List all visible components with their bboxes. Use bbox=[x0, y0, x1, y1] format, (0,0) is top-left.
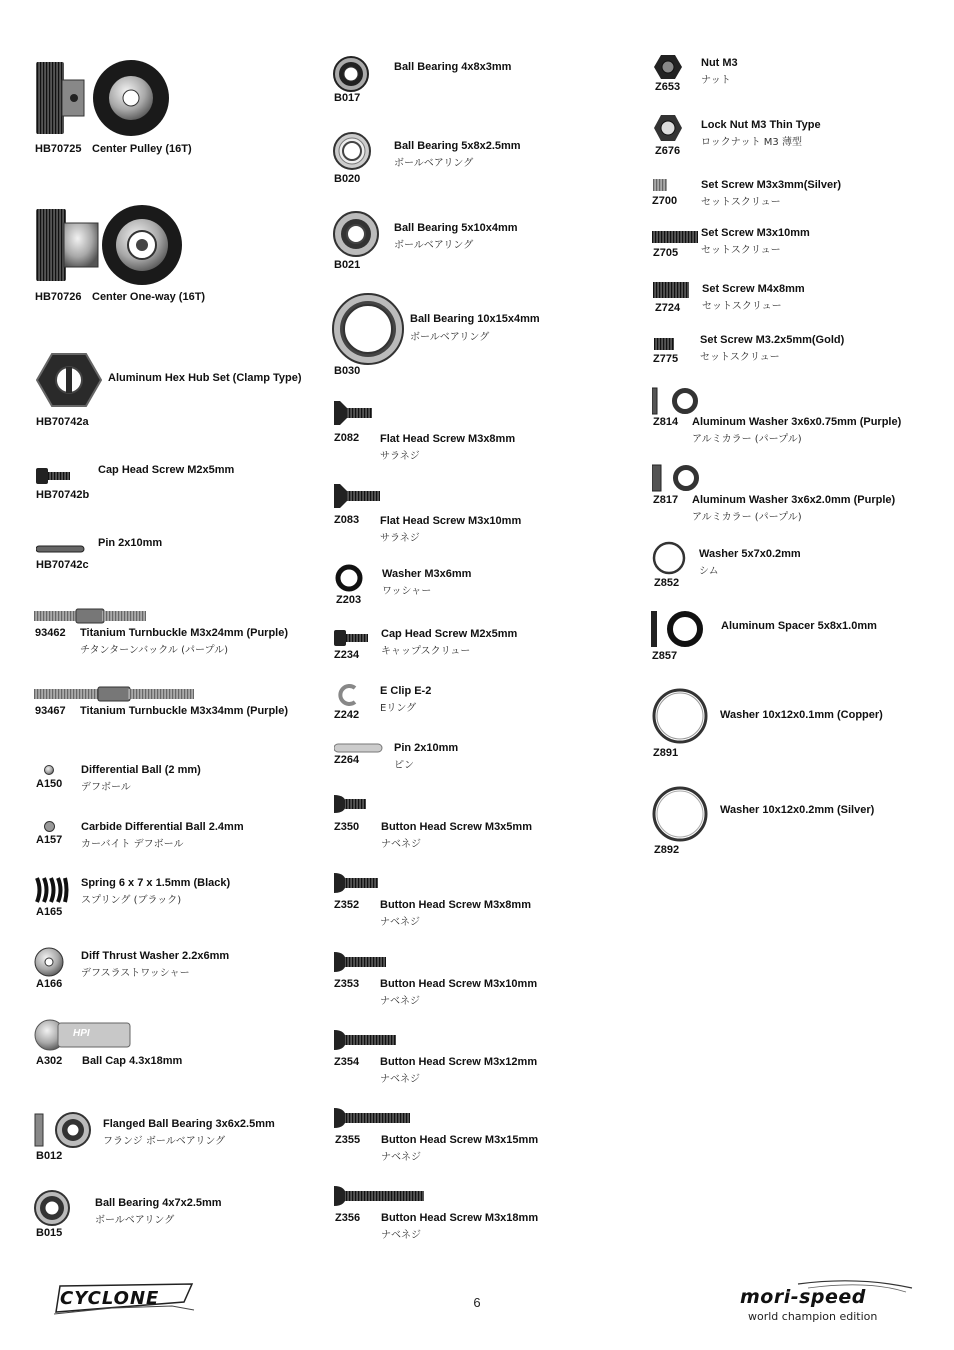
spring-icon bbox=[35, 876, 69, 904]
part-code: Z264 bbox=[334, 754, 360, 766]
part-code: A150 bbox=[36, 778, 63, 790]
part-jp-name: ボールベアリング bbox=[410, 332, 490, 343]
part-name: Titanium Turnbuckle M3x24mm (Purple) bbox=[80, 627, 289, 639]
flat-head-screw-icon bbox=[334, 401, 374, 425]
part-code: A166 bbox=[36, 978, 63, 990]
set-screw-icon bbox=[653, 179, 667, 191]
turnbuckle-icon bbox=[34, 686, 196, 702]
part-jp-name: シム bbox=[699, 566, 719, 577]
mori-speed-logo-text: mori-speed bbox=[740, 1286, 866, 1308]
part-name: Aluminum Hex Hub Set (Clamp Type) bbox=[108, 372, 302, 384]
part-name: Set Screw M4x8mm bbox=[702, 283, 805, 295]
part-code: Z852 bbox=[654, 577, 680, 589]
part-name: Aluminum Spacer 5x8x1.0mm bbox=[721, 620, 877, 632]
set-screw-icon bbox=[653, 282, 689, 298]
part-name: Button Head Screw M3x10mm bbox=[380, 978, 538, 990]
part-name: Carbide Differential Ball 2.4mm bbox=[81, 821, 244, 833]
button-head-screw-icon bbox=[334, 1184, 426, 1208]
part-code: Z082 bbox=[334, 432, 360, 444]
hpi-mark: HPI bbox=[73, 1028, 90, 1039]
part-code: Z353 bbox=[334, 978, 360, 990]
button-head-screw-icon bbox=[334, 871, 380, 895]
part-name: Button Head Screw M3x15mm bbox=[381, 1134, 539, 1146]
part-name: Ball Bearing 4x7x2.5mm bbox=[95, 1197, 222, 1209]
part-code: HB70742c bbox=[36, 559, 89, 571]
part-jp-name: ロックナット M3 薄型 bbox=[701, 137, 802, 148]
part-code: B017 bbox=[334, 92, 361, 104]
cap-head-screw-icon bbox=[36, 467, 72, 485]
part-code: A302 bbox=[36, 1055, 63, 1067]
part-name: Set Screw M3.2x5mm(Gold) bbox=[700, 334, 845, 346]
silver-washer-icon bbox=[651, 785, 709, 843]
thrust-washer-icon bbox=[34, 947, 64, 977]
part-name: Diff Thrust Washer 2.2x6mm bbox=[81, 950, 230, 962]
part-name: Flanged Ball Bearing 3x6x2.5mm bbox=[103, 1118, 275, 1130]
part-name: Ball Bearing 5x10x4mm bbox=[394, 222, 518, 234]
e-clip-icon bbox=[337, 683, 361, 707]
hex-hub-icon bbox=[36, 352, 102, 408]
part-jp-name: ナベネジ bbox=[380, 996, 420, 1007]
part-name: Differential Ball (2 mm) bbox=[81, 764, 201, 776]
part-name: Set Screw M3x3mm(Silver) bbox=[701, 179, 842, 191]
button-head-screw-icon bbox=[334, 1106, 412, 1130]
part-jp-name: ピン bbox=[394, 760, 414, 771]
part-name: Center Pulley (16T) bbox=[92, 143, 192, 155]
set-screw-icon bbox=[654, 338, 674, 350]
part-code: Z891 bbox=[653, 747, 679, 759]
part-jp-name: セットスクリュー bbox=[702, 301, 782, 312]
ball-bearing-icon bbox=[333, 211, 379, 257]
part-jp-name: デフスラストワッシャー bbox=[81, 968, 190, 979]
turnbuckle-icon bbox=[34, 608, 148, 624]
flanged-bearing-icon bbox=[34, 1112, 92, 1148]
part-code: Z203 bbox=[336, 594, 362, 606]
part-code: 93467 bbox=[35, 705, 66, 717]
part-name: Washer 5x7x0.2mm bbox=[699, 548, 801, 560]
part-name: Washer 10x12x0.1mm (Copper) bbox=[720, 709, 883, 721]
carbide-ball-icon bbox=[44, 821, 55, 832]
part-name: Set Screw M3x10mm bbox=[701, 227, 810, 239]
part-code: Z352 bbox=[334, 899, 360, 911]
part-code: 93462 bbox=[35, 627, 66, 639]
part-code: Z817 bbox=[653, 494, 679, 506]
part-code: Z775 bbox=[653, 353, 679, 365]
part-name: Button Head Screw M3x12mm bbox=[380, 1056, 538, 1068]
part-code: Z356 bbox=[335, 1212, 361, 1224]
ball-bearing-icon bbox=[333, 56, 369, 92]
aluminum-spacer-icon bbox=[650, 609, 706, 649]
part-jp-name: ボールベアリング bbox=[394, 158, 474, 169]
center-pulley-icon bbox=[34, 58, 174, 138]
aluminum-washer-icon bbox=[652, 464, 702, 492]
part-jp-name: サラネジ bbox=[380, 533, 420, 544]
part-name: Nut M3 bbox=[701, 57, 738, 69]
part-jp-name: ボールベアリング bbox=[394, 240, 474, 251]
part-name: Pin 2x10mm bbox=[98, 537, 163, 549]
part-name: Ball Cap 4.3x18mm bbox=[82, 1055, 183, 1067]
part-code: Z355 bbox=[335, 1134, 361, 1146]
button-head-screw-icon bbox=[334, 950, 388, 974]
part-jp-name: サラネジ bbox=[380, 451, 420, 462]
part-jp-name: ナベネジ bbox=[381, 839, 421, 850]
part-name: Button Head Screw M3x8mm bbox=[380, 899, 531, 911]
part-code: Z350 bbox=[334, 821, 360, 833]
washer-icon bbox=[335, 564, 363, 592]
part-jp-name: ナベネジ bbox=[380, 1074, 420, 1085]
part-name: Cap Head Screw M2x5mm bbox=[98, 464, 235, 476]
lock-nut-icon bbox=[653, 114, 683, 142]
part-jp-name: カーバイト デフボール bbox=[81, 839, 184, 850]
part-code: Z083 bbox=[334, 514, 360, 526]
pin-icon bbox=[334, 743, 384, 753]
part-jp-name: アルミカラー (パープル) bbox=[692, 512, 802, 523]
part-code: B020 bbox=[334, 173, 361, 185]
part-name: E Clip E-2 bbox=[380, 685, 432, 697]
part-name: Ball Bearing 4x8x3mm bbox=[394, 61, 512, 73]
flat-head-screw-icon bbox=[334, 484, 382, 508]
part-name: Ball Bearing 10x15x4mm bbox=[410, 313, 540, 325]
ball-bearing-icon bbox=[332, 293, 404, 365]
part-code: HB70742a bbox=[36, 416, 89, 428]
part-name: Washer M3x6mm bbox=[382, 568, 472, 580]
copper-washer-icon bbox=[651, 687, 709, 745]
part-name: Flat Head Screw M3x8mm bbox=[380, 433, 516, 445]
part-jp-name: ボールベアリング bbox=[95, 1215, 175, 1226]
part-jp-name: ナベネジ bbox=[381, 1230, 421, 1241]
part-name: Aluminum Washer 3x6x2.0mm (Purple) bbox=[692, 494, 896, 506]
part-code: HB70725 bbox=[35, 143, 82, 155]
part-code: Z857 bbox=[652, 650, 678, 662]
pin-icon bbox=[36, 545, 86, 553]
part-jp-name: デフボール bbox=[81, 782, 131, 793]
part-jp-name: フランジ ボールベアリング bbox=[103, 1136, 226, 1147]
part-code: Z724 bbox=[655, 302, 681, 314]
part-code: Z676 bbox=[655, 145, 681, 157]
part-code: HB70742b bbox=[36, 489, 90, 501]
part-code: A165 bbox=[36, 906, 63, 918]
part-code: Z354 bbox=[334, 1056, 360, 1068]
part-jp-name: ナベネジ bbox=[381, 1152, 421, 1163]
part-jp-name: スプリング (ブラック) bbox=[81, 895, 182, 906]
part-code: Z242 bbox=[334, 709, 360, 721]
part-code: B030 bbox=[334, 365, 361, 377]
cyclone-logo-text: CYCLONE bbox=[60, 1288, 160, 1309]
nut-icon bbox=[653, 54, 683, 80]
part-code: Z814 bbox=[653, 416, 679, 428]
part-code: Z234 bbox=[334, 649, 360, 661]
part-jp-name: アルミカラー (パープル) bbox=[692, 434, 802, 445]
cap-head-screw-icon bbox=[334, 629, 370, 647]
part-code: Z705 bbox=[653, 247, 679, 259]
part-name: Flat Head Screw M3x10mm bbox=[380, 515, 522, 527]
aluminum-washer-icon bbox=[652, 387, 700, 415]
part-name: Spring 6 x 7 x 1.5mm (Black) bbox=[81, 877, 231, 889]
ball-bearing-icon bbox=[34, 1190, 70, 1226]
part-name: Ball Bearing 5x8x2.5mm bbox=[394, 140, 521, 152]
part-code: A157 bbox=[36, 834, 63, 846]
part-name: Washer 10x12x0.2mm (Silver) bbox=[720, 804, 875, 816]
part-name: Cap Head Screw M2x5mm bbox=[381, 628, 518, 640]
part-jp-name: チタンターンバックル (パープル) bbox=[80, 645, 228, 656]
part-name: Pin 2x10mm bbox=[394, 742, 459, 754]
part-code: Z892 bbox=[654, 844, 680, 856]
part-jp-name: キャップスクリュー bbox=[381, 646, 471, 657]
center-one-way-icon bbox=[34, 205, 186, 287]
part-jp-name: セットスクリュー bbox=[701, 197, 781, 208]
button-head-screw-icon bbox=[334, 1028, 398, 1052]
part-name: Titanium Turnbuckle M3x34mm (Purple) bbox=[80, 705, 289, 717]
set-screw-icon bbox=[652, 231, 698, 243]
part-code: HB70726 bbox=[35, 291, 82, 303]
ball-bearing-icon bbox=[333, 132, 371, 170]
part-jp-name: セットスクリュー bbox=[701, 245, 781, 256]
part-code: B015 bbox=[36, 1227, 63, 1239]
part-jp-name: セットスクリュー bbox=[700, 352, 780, 363]
part-name: Aluminum Washer 3x6x0.75mm (Purple) bbox=[692, 416, 902, 428]
part-name: Lock Nut M3 Thin Type bbox=[701, 119, 821, 131]
page-number: 6 bbox=[473, 1295, 481, 1310]
part-jp-name: ワッシャー bbox=[382, 586, 432, 597]
mori-speed-tagline: world champion edition bbox=[748, 1310, 878, 1323]
part-jp-name: Eリング bbox=[380, 703, 417, 714]
part-jp-name: ナット bbox=[701, 75, 731, 86]
part-code: Z653 bbox=[655, 81, 681, 93]
shim-washer-icon bbox=[652, 541, 686, 575]
mori-speed-logo bbox=[738, 1278, 914, 1324]
part-code: Z700 bbox=[652, 195, 678, 207]
button-head-screw-icon bbox=[334, 793, 368, 815]
differential-ball-icon bbox=[44, 765, 54, 775]
part-code: B012 bbox=[36, 1150, 63, 1162]
part-code: B021 bbox=[334, 259, 361, 271]
part-jp-name: ナベネジ bbox=[380, 917, 420, 928]
part-name: Button Head Screw M3x5mm bbox=[381, 821, 532, 833]
part-name: Button Head Screw M3x18mm bbox=[381, 1212, 539, 1224]
part-name: Center One-way (16T) bbox=[92, 291, 206, 303]
